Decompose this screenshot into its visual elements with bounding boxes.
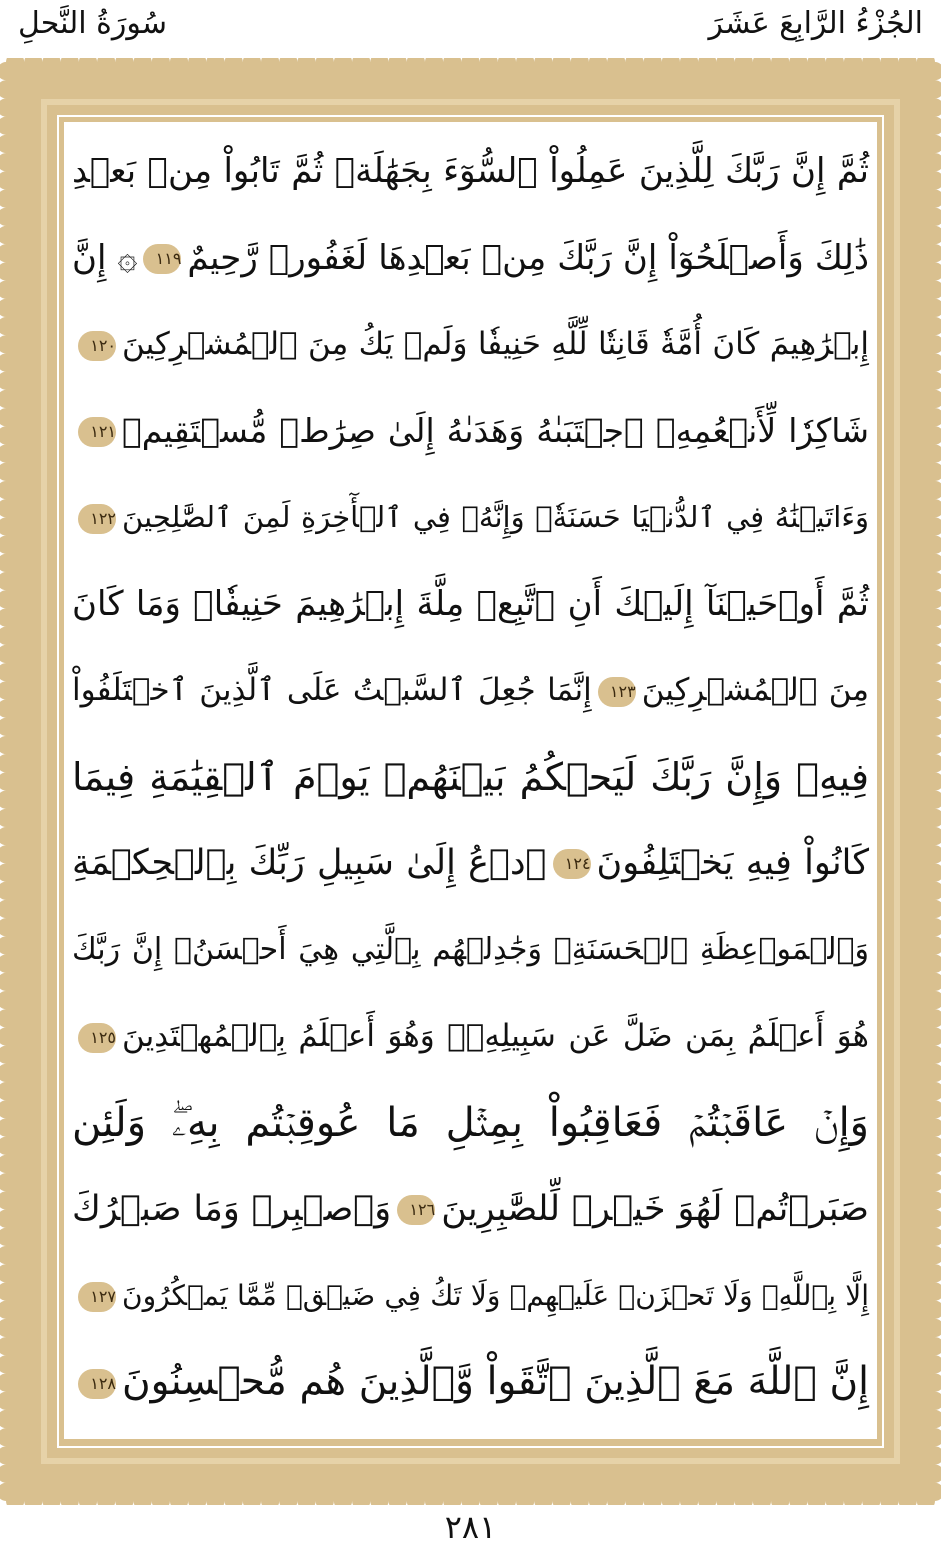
verse-text: وَإِنۡ عَاقَبۡتُمۡ فَعَاقِبُواْ بِمِثۡلِ مَا عُوقِبۡتُم بِهِۦۖ وَلَئِن xyxy=(72,1099,869,1146)
verse-text: إِنَّ ٱللَّهَ مَعَ ٱلَّذِينَ ٱتَّقَواْ وَّٱلَّذِينَ هُم مُّحۡسِنُونَ xyxy=(122,1359,869,1404)
verse-text: كَانُواْ فِيهِ يَخۡتَلِفُونَ xyxy=(596,843,869,883)
page-number: ٢٨١ xyxy=(444,1508,497,1546)
verse-text: ذَٰلِكَ وَأَصۡلَحُوٓاْ إِنَّ رَبَّكَ مِنۢ بَعۡدِهَا لَغَفُورٞ رَّحِيمٌ xyxy=(187,237,869,278)
text-line xyxy=(70,301,871,388)
verse-text: شَاكِرٗا لِّأَنۡعُمِهِۚ ٱجۡتَبَىٰهُ وَهَدَىٰهُ إِلَىٰ صِرَٰطٖ مُّسۡتَقِيمٖ xyxy=(122,410,869,450)
text-line xyxy=(70,907,871,994)
verse-text: وَٱلۡمَوۡعِظَةِ ٱلۡحَسَنَةِۖ وَجَٰدِلۡهُم بِٱلَّتِي هِيَ أَحۡسَنُۚ إِنَّ رَبَّكَ xyxy=(72,931,869,967)
verse-text: وَءَاتَيۡنَٰهُ فِي ٱلدُّنۡيَا حَسَنَةٗۖ وَإِنَّهُۥ فِي ٱلۡأٓخِرَةِ لَمِنَ ٱلصَّٰلِحِينَ xyxy=(122,500,869,534)
verse-text-continued: إِنَّمَا جُعِلَ ٱلسَّبۡتُ عَلَى ٱلَّذِينَ ٱخۡتَلَفُواْ xyxy=(72,672,592,708)
verse-text: مِنَ ٱلۡمُشۡرِكِينَ xyxy=(641,672,869,708)
text-line xyxy=(70,215,871,302)
verse-text: هُوَ أَعۡلَمُ بِمَن ضَلَّ عَن سَبِيلِهِۦۖ وَهُوَ أَعۡلَمُ بِٱلۡمُهۡتَدِينَ xyxy=(122,1018,869,1054)
text-line xyxy=(70,1253,871,1340)
text-line xyxy=(70,820,871,907)
text-line xyxy=(70,1339,871,1426)
quran-text xyxy=(70,128,871,1433)
ayah-number-marker: ١٢٨ xyxy=(78,1369,116,1399)
verse-text: إِلَّا بِٱللَّهِۚ وَلَا تَحۡزَنۡ عَلَيۡهِمۡ وَلَا تَكُ فِي ضَيۡقٖ مِّمَّا يَمۡكُرُونَ xyxy=(122,1278,869,1312)
ayah-number-marker: ١٢٣ xyxy=(598,677,636,707)
ayah-number-marker: ١٢٠ xyxy=(78,331,116,361)
verse-text: صَبَرۡتُمۡ لَهُوَ خَيۡرٞ لِّلصَّٰبِرِينَ xyxy=(441,1189,869,1229)
page-header xyxy=(0,0,941,60)
text-line xyxy=(70,128,871,215)
text-line xyxy=(70,388,871,475)
text-line xyxy=(70,993,871,1080)
juz-name: الجُزْءُ الرَّابِعَ عَشَرَ xyxy=(708,6,923,41)
verse-text: ثُمَّ إِنَّ رَبَّكَ لِلَّذِينَ عَمِلُواْ ٱلسُّوٓءَ بِجَهَٰلَةٖ ثُمَّ تَابُواْ مِنۢ بَعۡدِ xyxy=(72,151,869,191)
ayah-number-marker: ١٢٤ xyxy=(553,849,591,879)
ayah-number-marker: ١٢٧ xyxy=(78,1282,116,1312)
verse-text-continued: ۞ إِنَّ xyxy=(72,237,138,278)
ayah-number-marker: ١٢٥ xyxy=(78,1023,116,1053)
verse-text: إِبۡرَٰهِيمَ كَانَ أُمَّةٗ قَانِتٗا لِّلَّهِ حَنِيفٗا وَلَمۡ يَكُ مِنَ ٱلۡمُشۡرِكِينَ xyxy=(122,326,869,362)
verse-text: ثُمَّ أَوۡحَيۡنَآ إِلَيۡكَ أَنِ ٱتَّبِعۡ مِلَّةَ إِبۡرَٰهِيمَ حَنِيفٗاۖ وَمَا كَانَ xyxy=(72,583,869,624)
ayah-number-marker: ١٢٦ xyxy=(397,1195,435,1225)
verse-text-continued: ٱدۡعُ إِلَىٰ سَبِيلِ رَبِّكَ بِٱلۡحِكۡمَةِ xyxy=(72,843,547,883)
text-line xyxy=(70,474,871,561)
text-line xyxy=(70,1166,871,1253)
text-line xyxy=(70,1080,871,1167)
verse-text: فِيهِۚ وَإِنَّ رَبَّكَ لَيَحۡكُمُ بَيۡنَهُمۡ يَوۡمَ ٱلۡقِيَٰمَةِ فِيمَا xyxy=(72,754,869,799)
text-line xyxy=(70,647,871,734)
text-line xyxy=(70,561,871,648)
verse-text-continued: وَٱصۡبِرۡ وَمَا صَبۡرُكَ xyxy=(72,1189,392,1229)
ayah-number-marker: ١٢٢ xyxy=(78,504,116,534)
ayah-number-marker: ١١٩ xyxy=(143,244,181,274)
surah-name: سُورَةُ النَّحلِ xyxy=(18,6,167,41)
text-line xyxy=(70,734,871,821)
ayah-number-marker: ١٢١ xyxy=(78,417,116,447)
